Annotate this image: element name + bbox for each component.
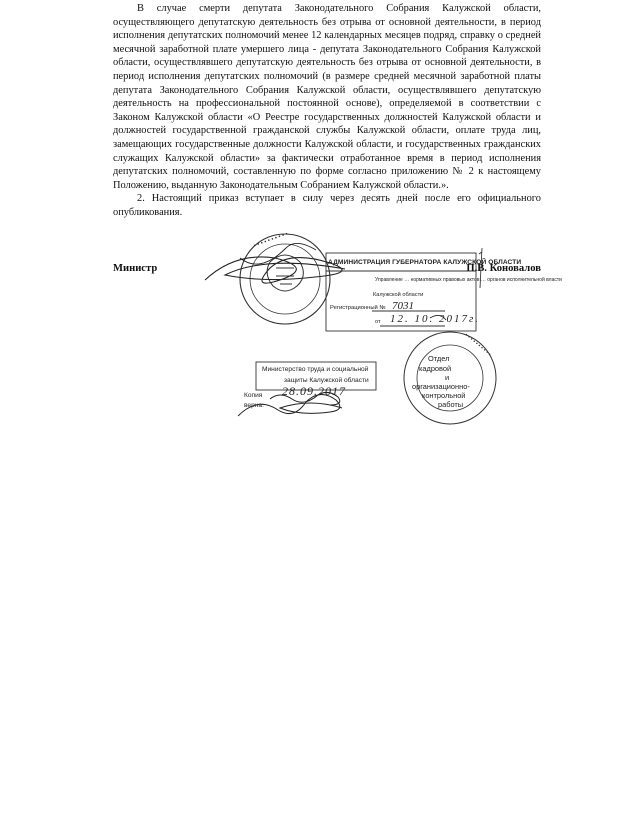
copy-stamp-ministry: Министерство труда и социальной xyxy=(262,366,369,373)
svg-text:• • • • • • • • • •: • • • • • • • • • • xyxy=(253,231,289,250)
dept-stamp-line-6: работы xyxy=(438,400,464,409)
copy-stamp-date: 28.09.2017 xyxy=(282,384,346,398)
paragraph-1: В случае смерти депутата Законодательного Собрания Калужской области, осуществляющего депутатскую деятельность без отрыва от основной деятельности, в период исполнения депутатских полномочий менее 12 календарных месяцев подряд, справку о средней месячной заработной плате умершего лица - депутата Законодательного Собрания Калужской области, осуществлявшего депутатскую деятельность без отрыва от основной деятельности, в период исполнения депутатских полномочий (в размере средней месячной заработной платы депутата Законодательного Собрания Калужской области, осуществлявшего депутатскую деятельность на профессиональной постоянной основе), определяемой в соответствии с Законом Калужской области «О Реестре государственных должностей Калужской области и должностей государственной гражданской службы Калужской области, оплате труда лиц, замещающих государственные должности Калужской области, и государственных гражданских служащих Калужской области» за фактически отработанное время в период исполнения депутатских полномочий, составленную по форме согласно приложению № 2 к настоящему Положению, выданную Законодательным Собранием Калужской области.». xyxy=(113,3,541,191)
dept-stamp-line-2: кадровой xyxy=(419,364,452,373)
registration-stamp-subheader: Управление … нормативных правовых актов … органов исполнительной власти xyxy=(375,277,562,283)
registration-date: 12. 10. 2017г. xyxy=(390,313,480,325)
dept-stamp-line-1: Отдел xyxy=(428,354,450,363)
registration-number: 7031 xyxy=(392,300,414,312)
registration-number-label: Регистрационный № xyxy=(330,305,386,311)
dept-stamp-line-4: организационно- xyxy=(412,382,470,391)
department-round-stamp xyxy=(404,332,496,424)
registration-date-label: от xyxy=(375,319,381,325)
copy-stamp-verified-label: верна: xyxy=(244,402,264,409)
minister-title: Министр xyxy=(113,263,158,274)
paragraph-2: 2. Настоящий приказ вступает в силу через десять дней после его официального опубликования. xyxy=(113,193,541,218)
registration-stamp-region: Калужской области xyxy=(373,292,424,298)
registration-stamp-header: АДМИНИСТРАЦИЯ ГУБЕРНАТОРА КАЛУЖСКОЙ ОБЛАСТИ xyxy=(328,259,522,266)
copy-stamp-region: защиты Калужской области xyxy=(284,377,369,384)
minister-name: П.В. Коновалов xyxy=(466,263,541,274)
copy-stamp-copy-label: Копия xyxy=(244,392,263,399)
dept-stamp-line-3: и xyxy=(445,373,450,382)
dept-stamp-line-5: контрольной xyxy=(422,391,466,400)
svg-text:• • • • • • • • • •: • • • • • • • • • • xyxy=(463,332,492,358)
